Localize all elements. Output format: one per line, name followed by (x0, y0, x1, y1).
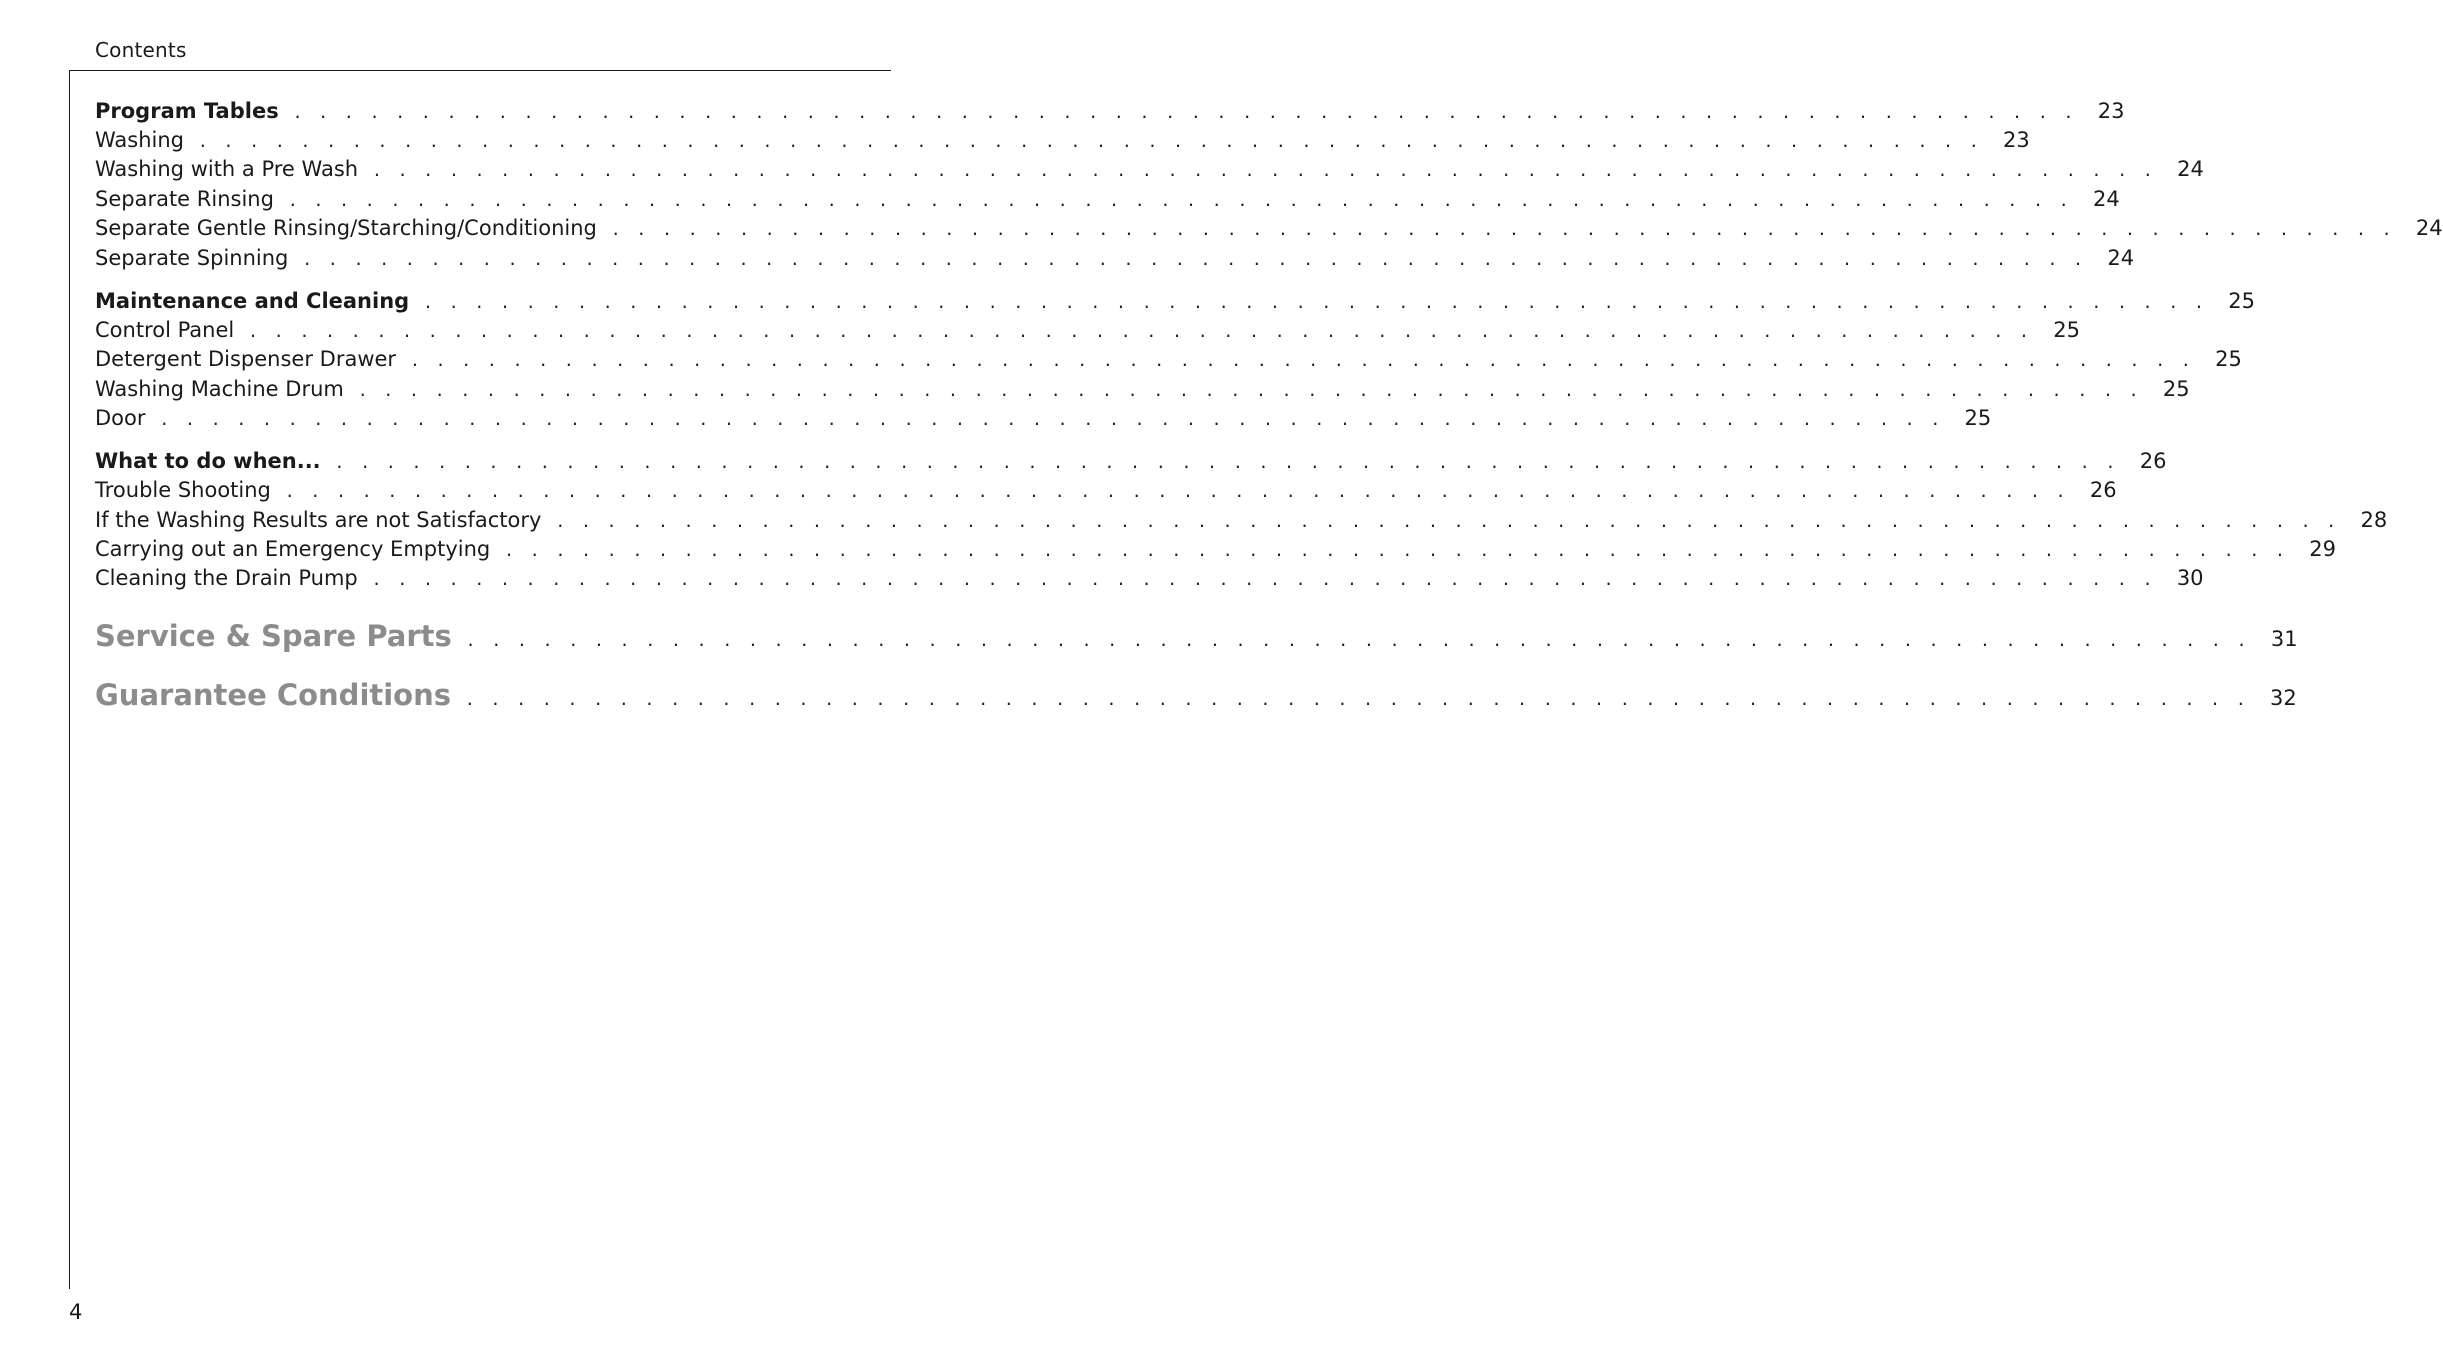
toc-leader-dots: . . . . . . . . . . . . . . . . . . . . . . . . . . . . . . . . . . . . . . . . . . . . . . . . . . . . . . . . . . . . . . . . . . . . . . (334, 453, 2119, 472)
toc-entry-label: Carrying out an Emergency Emptying (95, 537, 491, 561)
toc-entry-label: Cleaning the Drain Pump (95, 566, 358, 590)
toc-leader-dots: . . . . . . . . . . . . . . . . . . . . . . . . . . . . . . . . . . . . . . . . . . . . . . . . . . . . . . . . . . . . . . . . . . . . . . (292, 103, 2077, 122)
toc-page-number: 32 (2270, 686, 2297, 710)
toc-page-number: 24 (2107, 246, 2135, 270)
toc-page-number: 26 (2089, 478, 2117, 502)
toc-entry-washing-pre-wash[interactable] (95, 154, 2204, 184)
header-divider (69, 70, 891, 71)
toc-entry-service-spare-parts[interactable] (95, 616, 2298, 656)
toc-leader-dots: . . . . . . . . . . . . . . . . . . . . . . . . . . . . . . . . . . . . . . . . . . . . . . . . . . . . . . . . . . . . . . . . . . . . . . (410, 351, 2194, 370)
toc-page-number: 28 (2360, 508, 2388, 532)
toc-leader-dots: . . . . . . . . . . . . . . . . . . . . . . . . . . . . . . . . . . . . . . . . . . . . . . . . . . . . . . . . . . . . . . . . . . . . . . (302, 250, 2087, 269)
toc-entry-guarantee-conditions[interactable] (95, 675, 2297, 715)
toc-entry-label: Door (95, 406, 146, 430)
toc-entry-separate-rinsing[interactable] (95, 184, 2120, 214)
toc-entry-label: Washing Machine Drum (95, 377, 344, 401)
toc-leader-dots: . . . . . . . . . . . . . . . . . . . . . . . . . . . . . . . . . . . . . . . . . . . . . . . . . . . . . . . . . . . . . . . . . . . . . . (248, 322, 2033, 341)
toc-leader-dots: . . . . . . . . . . . . . . . . . . . . . . . . . . . . . . . . . . . . . . . . . . . . . . . . . . . . . . . . . . . . . . . . . . . . . . (465, 631, 2250, 650)
toc-entry-label: Control Panel (95, 318, 235, 342)
toc-entry-label: Separate Gentle Rinsing/Starching/Conditioning (95, 216, 597, 240)
toc-entry-separate-spinning[interactable] (95, 243, 2135, 273)
toc-entry-trouble-shooting[interactable] (95, 475, 2117, 505)
page-number: 4 (69, 1300, 83, 1324)
toc-entry-label: Washing (95, 128, 185, 152)
toc-leader-dots: . . . . . . . . . . . . . . . . . . . . . . . . . . . . . . . . . . . . . . . . . . . . . . . . . . . . . . . . . . . . . . . . . . . . . . (371, 570, 2156, 589)
toc-leader-dots: . . . . . . . . . . . . . . . . . . . . . . . . . . . . . . . . . . . . . . . . . . . . . . . . . . . . . . . . . . . . . . . . . . . . . . (287, 191, 2072, 210)
toc-entry-label: Washing with a Pre Wash (95, 157, 359, 181)
toc-entry-emergency-emptying[interactable] (95, 534, 2337, 564)
toc-page-number: 29 (2309, 537, 2337, 561)
toc-entry-label: Separate Rinsing (95, 187, 274, 211)
toc-page-number: 30 (2176, 566, 2204, 590)
toc-page-number: 24 (2415, 216, 2443, 240)
toc-entry-label: Separate Spinning (95, 246, 289, 270)
toc-entry-program-tables[interactable] (95, 96, 2125, 126)
toc-leader-dots: . . . . . . . . . . . . . . . . . . . . . . . . . . . . . . . . . . . . . . . . . . . . . . . . . . . . . . . . . . . . . . . . . . . . . . (555, 512, 2340, 531)
toc-entry-control-panel[interactable] (95, 315, 2081, 345)
toc-page-number: 26 (2139, 449, 2167, 473)
toc-entry-door[interactable] (95, 403, 1992, 433)
toc-entry-drain-pump[interactable] (95, 563, 2204, 593)
toc-leader-dots: . . . . . . . . . . . . . . . . . . . . . . . . . . . . . . . . . . . . . . . . . . . . . . . . . . . . . . . . . . . . . . . . . . . . . . (284, 482, 2069, 501)
toc-entry-what-to-do[interactable] (95, 446, 2167, 476)
toc-page-number: 25 (2215, 347, 2242, 371)
toc-entry-separate-gentle-rinsing[interactable] (95, 213, 2443, 243)
toc-leader-dots: . . . . . . . . . . . . . . . . . . . . . . . . . . . . . . . . . . . . . . . . . . . . . . . . . . . . . . . . . . . . . . . . . . . . . . (372, 161, 2156, 180)
toc-page-number: 25 (2053, 318, 2081, 342)
toc-leader-dots: . . . . . . . . . . . . . . . . . . . . . . . . . . . . . . . . . . . . . . . . . . . . . . . . . . . . . . . . . . . . . . . . . . . . . . (465, 690, 2249, 709)
toc-page-number: 24 (2092, 187, 2120, 211)
toc-page-number: 31 (2270, 627, 2298, 651)
toc-page-number: 24 (2177, 157, 2204, 181)
toc-entry-label: Service & Spare Parts (95, 619, 452, 653)
toc-entry-label: Guarantee Conditions (95, 678, 452, 712)
toc-leader-dots: . . . . . . . . . . . . . . . . . . . . . . . . . . . . . . . . . . . . . . . . . . . . . . . . . . . . . . . . . . . . . . . . . . . . . . (357, 381, 2142, 400)
toc-page-number: 23 (2003, 128, 2030, 152)
toc-entry-label: Program Tables (95, 99, 279, 123)
toc-page-number: 25 (2228, 289, 2255, 313)
toc-page-number: 25 (1964, 406, 1992, 430)
toc-entry-machine-drum[interactable] (95, 374, 2190, 404)
toc-entry-label: Detergent Dispenser Drawer (95, 347, 397, 371)
toc-entry-results-not-satisfactory[interactable] (95, 505, 2388, 535)
toc-page-number: 25 (2162, 377, 2190, 401)
toc-entry-label: Trouble Shooting (95, 478, 271, 502)
toc-entry-label: What to do when... (95, 449, 321, 473)
page-header-title: Contents (95, 38, 187, 62)
toc-entry-label: Maintenance and Cleaning (95, 289, 410, 313)
toc-entry-label: If the Washing Results are not Satisfactory (95, 508, 542, 532)
toc-entry-maintenance-cleaning[interactable] (95, 286, 2255, 316)
toc-leader-dots: . . . . . . . . . . . . . . . . . . . . . . . . . . . . . . . . . . . . . . . . . . . . . . . . . . . . . . . . . . . . . . . . . . . . . . (504, 541, 2289, 560)
toc-leader-dots: . . . . . . . . . . . . . . . . . . . . . . . . . . . . . . . . . . . . . . . . . . . . . . . . . . . . . . . . . . . . . . . . . . . . . . (610, 220, 2395, 239)
toc-leader-dots: . . . . . . . . . . . . . . . . . . . . . . . . . . . . . . . . . . . . . . . . . . . . . . . . . . . . . . . . . . . . . . . . . . . . . . (423, 293, 2207, 312)
margin-divider (69, 70, 70, 1289)
toc-entry-washing[interactable] (95, 125, 2030, 155)
toc-entry-detergent-drawer[interactable] (95, 344, 2242, 374)
toc-leader-dots: . . . . . . . . . . . . . . . . . . . . . . . . . . . . . . . . . . . . . . . . . . . . . . . . . . . . . . . . . . . . . . . . . . . . . . (159, 410, 1944, 429)
toc-leader-dots: . . . . . . . . . . . . . . . . . . . . . . . . . . . . . . . . . . . . . . . . . . . . . . . . . . . . . . . . . . . . . . . . . . . . . . (198, 132, 1982, 151)
toc-page-number: 23 (2097, 99, 2125, 123)
